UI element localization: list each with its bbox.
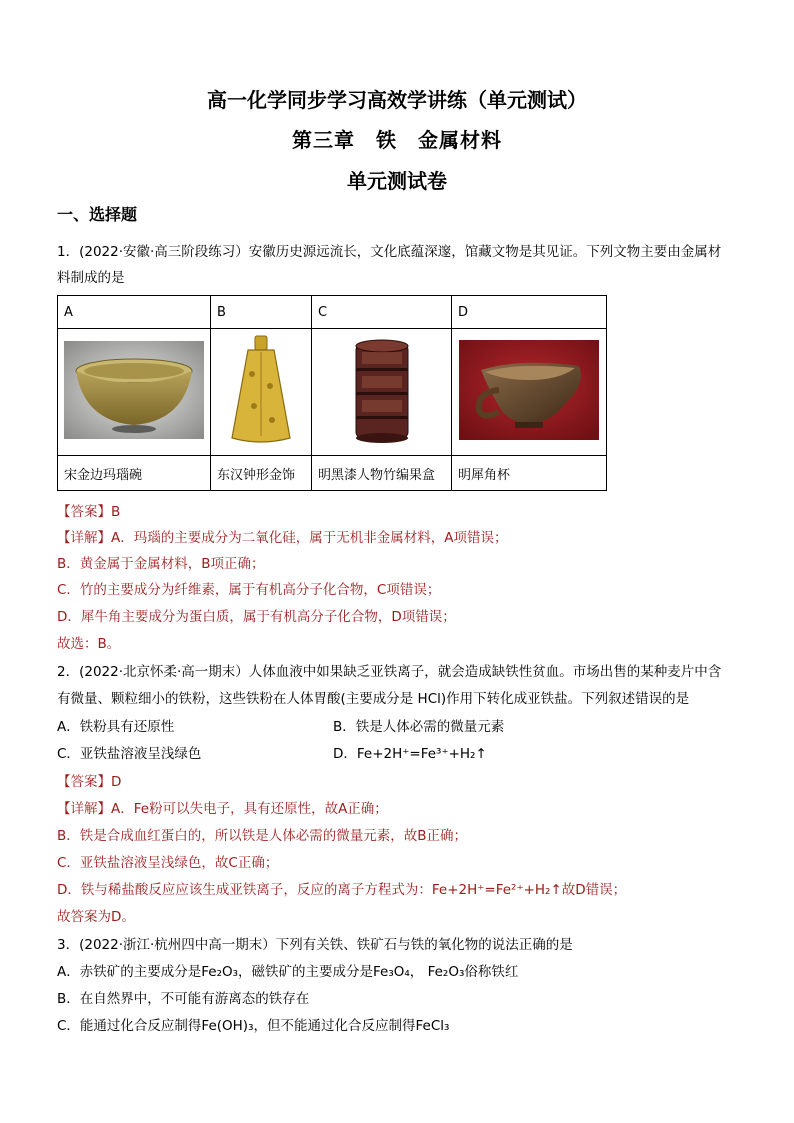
bowl-image [64, 341, 204, 439]
q3-option-b: B．在自然界中，不可能有游离态的铁存在 [57, 991, 310, 1007]
q2-explanation-3: C．亚铁盐溶液呈浅绿色，故C正确； [57, 855, 279, 871]
q1-stem-line2: 料制成的是 [57, 270, 125, 286]
q2-explanation-1: 【详解】A．Fe粉可以失电子，具有还原性，故A正确； [57, 801, 388, 817]
q1-explanation-5: 故选：B。 [57, 636, 121, 652]
option-caption-c: 明黑漆人物竹编果盒 [312, 456, 452, 491]
bell-coin-image [228, 334, 294, 446]
option-image-b [211, 329, 312, 456]
q2-stem-line1: 2．(2022·北京怀柔·高一期末）人体血液中如果缺乏亚铁离子，就会造成缺铁性贫血。市场出售的某种麦片中含 [57, 664, 722, 680]
test-title: 单元测试卷 [347, 169, 447, 193]
q2-explanation-2: B．铁是合成血红蛋白的，所以铁是人体必需的微量元素，故B正确； [57, 828, 468, 844]
option-header-d: D [452, 296, 607, 329]
option-header-a: A [58, 296, 211, 329]
q1-explanation-1: 【详解】A．玛瑙的主要成分为二氧化硅，属于无机非金属材料，A项错误； [57, 530, 508, 546]
lacquer-box-image [350, 334, 414, 446]
q1-explanation-4: D．犀牛角主要成分为蛋白质，属于有机高分子化合物，D项错误； [57, 609, 456, 625]
q3-option-c: C．能通过化合反应制得Fe(OH)₃，但不能通过化合反应制得FeCl₃ [57, 1018, 450, 1034]
q2-explanation-4: D．铁与稀盐酸反应应该生成亚铁离子，反应的离子方程式为：Fe+2H⁺=Fe²⁺+H₂↑故D错误； [57, 882, 627, 898]
option-header-c: C [312, 296, 452, 329]
option-image-a [58, 329, 211, 456]
q2-option-c: C．亚铁盐溶液呈浅绿色 [57, 746, 202, 762]
q1-stem-line1: 1．(2022·安徽·高三阶段练习）安徽历史源远流长，文化底蕴深邃，馆藏文物是其见证。下列文物主要由金属材 [57, 244, 722, 260]
q1-answer: 【答案】B [57, 504, 121, 520]
q2-option-a: A．铁粉具有还原性 [57, 719, 175, 735]
q1-options-table [57, 295, 607, 491]
section-heading: 一、选择题 [57, 205, 138, 224]
q3-stem: 3．(2022·浙江·杭州四中高一期末）下列有关铁、铁矿石与铁的氧化物的说法正确的是 [57, 937, 573, 953]
option-image-c [312, 329, 452, 456]
option-header-b: B [211, 296, 312, 329]
q2-explanation-5: 故答案为D。 [57, 909, 135, 925]
q2-answer: 【答案】D [57, 774, 122, 790]
option-caption-a: 宋金边玛瑙碗 [58, 456, 211, 491]
q3-option-a: A．赤铁矿的主要成分是Fe₂O₃，磁铁矿的主要成分是Fe₃O₄， Fe₂O₃俗称铁红 [57, 964, 519, 980]
q2-option-d: D．Fe+2H⁺=Fe³⁺+H₂↑ [333, 746, 487, 762]
chapter-title: 第三章 铁 金属材料 [292, 128, 502, 152]
q2-option-b: B．铁是人体必需的微量元素 [333, 719, 505, 735]
doc-title: 高一化学同步学习高效学讲练（单元测试） [207, 88, 587, 112]
option-caption-d: 明犀角杯 [452, 456, 607, 491]
option-caption-b: 东汉钟形金饰 [211, 456, 312, 491]
q1-explanation-3: C．竹的主要成分为纤维素，属于有机高分子化合物，C项错误； [57, 582, 441, 598]
horn-cup-image [459, 340, 599, 440]
option-image-d [452, 329, 607, 456]
q2-stem-line2: 有微量、颗粒细小的铁粉，这些铁粉在人体胃酸(主要成分是 HCl)作用下转化成亚铁盐。下列叙述错误的是 [57, 691, 690, 707]
q1-explanation-2: B．黄金属于金属材料，B项正确； [57, 556, 265, 572]
